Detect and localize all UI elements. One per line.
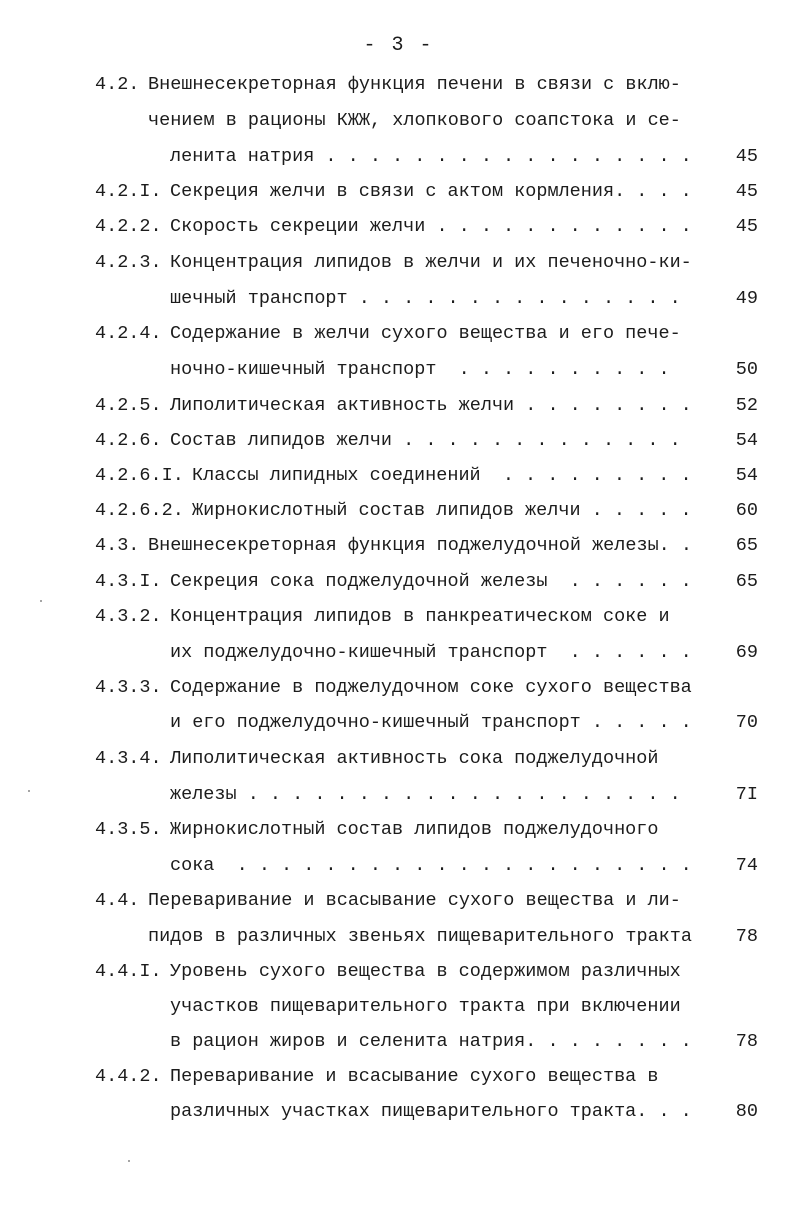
toc-entry-title-line: пидов в различных звеньях пищеварительного тракта — [148, 926, 692, 947]
scan-speck — [28, 790, 30, 792]
toc-entry-title-line: Переваривание и всасывание сухого вещества в — [170, 1066, 659, 1087]
toc-entry-title-line: ленита натрия . . . . . . . . . . . . . . . . . — [170, 146, 692, 167]
toc-entry-page: 70 — [735, 712, 758, 733]
toc-entry-title-line: железы . . . . . . . . . . . . . . . . . . . . — [170, 784, 681, 805]
toc-entry-page: 78 — [735, 926, 758, 947]
toc-entry-number: 4.3. — [95, 535, 140, 556]
toc-entry-title-line: Жирнокислотный состав липидов поджелудочного — [170, 819, 659, 840]
toc-entry-title-line: Переваривание и всасывание сухого вещества и ли- — [148, 890, 681, 911]
toc-entry-title-line: ночно-кишечный транспорт . . . . . . . . . . — [170, 359, 670, 380]
toc-entry-number: 4.2.2. — [95, 216, 162, 237]
toc-entry-page: 69 — [735, 642, 758, 663]
toc-entry-title-line: Жирнокислотный состав липидов желчи . . . . . — [192, 500, 692, 521]
toc-entry-number: 4.2. — [95, 74, 140, 95]
toc-entry-title-line: различных участках пищеварительного тракта. . . — [170, 1101, 692, 1122]
toc-entry-title-line: Липолитическая активность сока поджелудочной — [170, 748, 659, 769]
toc-entry-title-line: шечный транспорт . . . . . . . . . . . . . . . — [170, 288, 681, 309]
toc-entry-page: 45 — [735, 216, 758, 237]
toc-entry-page: 80 — [735, 1101, 758, 1122]
toc-entry-title-line: их поджелудочно-кишечный транспорт . . . . . . — [170, 642, 692, 663]
toc-entry-page: 74 — [735, 855, 758, 876]
toc-entry-page: 65 — [735, 571, 758, 592]
toc-entry-page: 45 — [735, 146, 758, 167]
toc-entry-number: 4.3.5. — [95, 819, 162, 840]
toc-entry-title-line: Внешнесекреторная функция поджелудочной железы. . — [148, 535, 692, 556]
toc-entry-title-line: Состав липидов желчи . . . . . . . . . . . . . — [170, 430, 681, 451]
toc-entry-page: 49 — [735, 288, 758, 309]
toc-entry-number: 4.3.4. — [95, 748, 162, 769]
toc-entry-title-line: Содержание в желчи сухого вещества и его пече- — [170, 323, 681, 344]
toc-entry-number: 4.2.6. — [95, 430, 162, 451]
toc-entry-page: 54 — [735, 465, 758, 486]
toc-entry-page: 45 — [735, 181, 758, 202]
toc-entry-title-line: Концентрация липидов в панкреатическом соке и — [170, 606, 670, 627]
toc-entry-title-line: Секреция сока поджелудочной железы . . . . . . — [170, 571, 692, 592]
page-number: - 3 - — [363, 34, 434, 57]
toc-entry-number: 4.3.I. — [95, 571, 162, 592]
toc-entry-title-line: и его поджелудочно-кишечный транспорт . . . . . — [170, 712, 692, 733]
scan-speck — [40, 600, 42, 602]
toc-entry-page: 50 — [735, 359, 758, 380]
toc-entry-title-line: Липолитическая активность желчи . . . . . . . . — [170, 395, 692, 416]
toc-entry-title-line: Классы липидных соединений . . . . . . . . . — [192, 465, 692, 486]
toc-entry-page: 54 — [735, 430, 758, 451]
toc-entry-number: 4.2.6.I. — [95, 465, 184, 486]
toc-entry-number: 4.2.3. — [95, 252, 162, 273]
toc-entry-number: 4.3.2. — [95, 606, 162, 627]
toc-entry-number: 4.2.I. — [95, 181, 162, 202]
toc-entry-number: 4.3.3. — [95, 677, 162, 698]
toc-entry-title-line: чением в рационы КЖЖ, хлопкового соапстока и се- — [148, 110, 681, 131]
toc-entry-title-line: в рацион жиров и селенита натрия. . . . . . . . — [170, 1031, 692, 1052]
toc-entry-page: 65 — [735, 535, 758, 556]
toc-entry-page: 7I — [735, 784, 758, 805]
toc-entry-title-line: сока . . . . . . . . . . . . . . . . . . . . . — [170, 855, 692, 876]
toc-entry-number: 4.2.4. — [95, 323, 162, 344]
toc-entry-number: 4.4. — [95, 890, 140, 911]
toc-entry-title-line: участков пищеварительного тракта при включении — [170, 996, 681, 1017]
scan-speck — [128, 1160, 130, 1162]
toc-entry-title-line: Скорость секреции желчи . . . . . . . . . . . . — [170, 216, 692, 237]
toc-entry-title-line: Внешнесекреторная функция печени в связи с вклю- — [148, 74, 681, 95]
toc-entry-title-line: Концентрация липидов в желчи и их печеночно-ки- — [170, 252, 692, 273]
toc-entry-title-line: Секреция желчи в связи с актом кормления. . . . — [170, 181, 692, 202]
toc-entry-title-line: Уровень сухого вещества в содержимом различных — [170, 961, 681, 982]
toc-entry-number: 4.4.2. — [95, 1066, 162, 1087]
toc-entry-page: 60 — [735, 500, 758, 521]
toc-entry-page: 78 — [735, 1031, 758, 1052]
toc-entry-number: 4.2.5. — [95, 395, 162, 416]
toc-entry-page: 52 — [735, 395, 758, 416]
toc-entry-number: 4.4.I. — [95, 961, 162, 982]
toc-entry-title-line: Содержание в поджелудочном соке сухого вещества — [170, 677, 692, 698]
toc-entry-number: 4.2.6.2. — [95, 500, 184, 521]
